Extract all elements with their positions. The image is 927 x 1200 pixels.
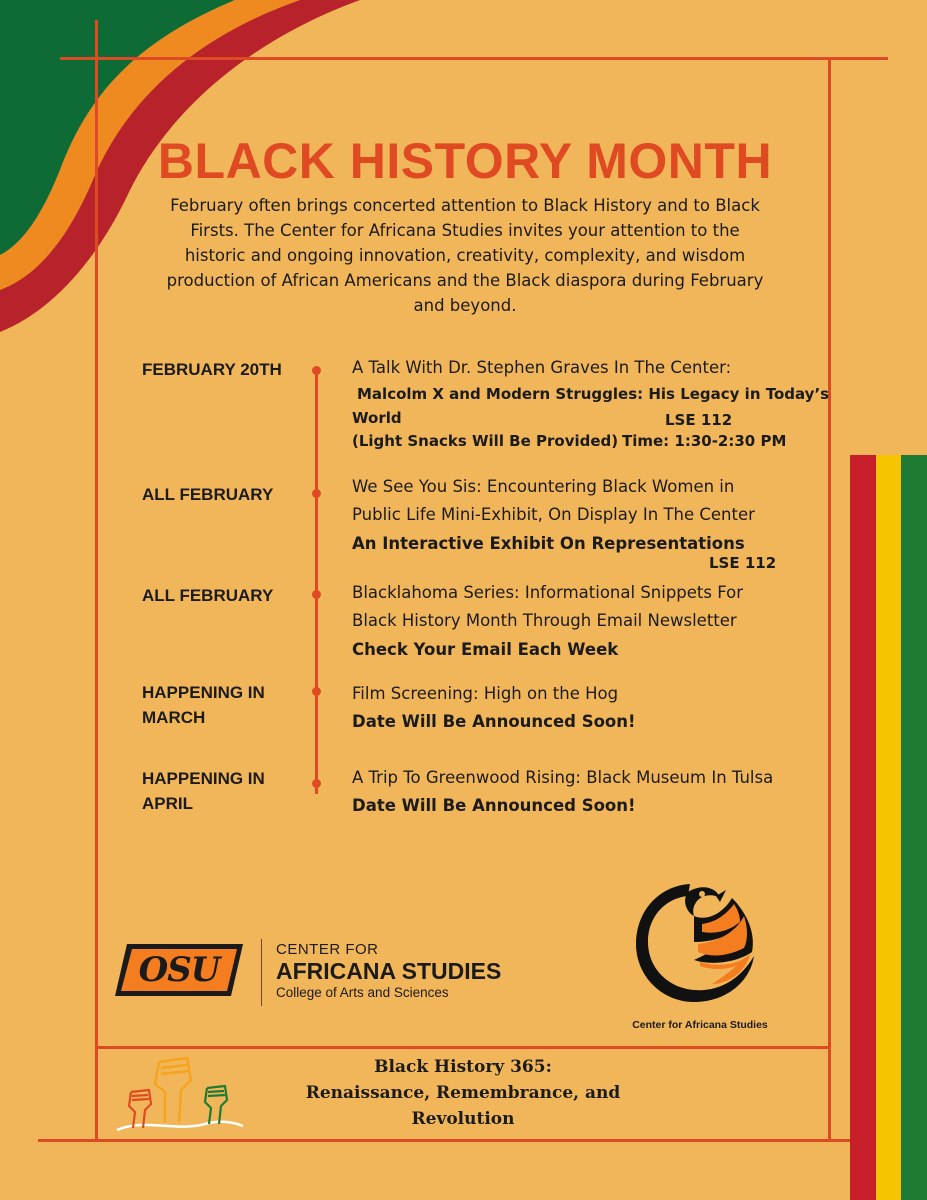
intro-paragraph: February often brings concerted attention to Black History and to Black Firsts. The Center for Africana Studies invites your attention to the historic and ongoing innovation, creativity, complexity, and wisdom production of African Americans and the Black diaspora during February and beyond. — [166, 196, 764, 315]
event-title: A Trip To Greenwood Rising: Black Museum In Tulsa — [352, 768, 774, 787]
timeline-dot — [312, 590, 321, 599]
event-date: HAPPENING IN — [142, 683, 265, 702]
event-date-cont: APRIL — [142, 794, 193, 813]
event-room: LSE 112 — [665, 411, 733, 429]
footer-tagline — [290, 1054, 636, 1132]
logo-divider — [261, 939, 262, 1006]
event-date-cont: MARCH — [142, 708, 206, 727]
raised-fists-icon — [115, 1048, 245, 1136]
event-detail: An Interactive Exhibit On Representations — [352, 534, 745, 553]
event-detail: Date Will Be Announced Soon! — [352, 796, 636, 815]
event-detail: Check Your Email Each Week — [352, 640, 619, 659]
event-title: We See You Sis: Encountering Black Women in — [352, 477, 735, 496]
timeline-dot — [312, 687, 321, 696]
sankofa-bird-icon — [628, 872, 768, 1012]
center-name-line3: College of Arts and Sciences — [276, 985, 449, 1000]
frame-top-line — [60, 57, 888, 60]
page-title: BLACK HISTORY MONTH — [157, 133, 773, 189]
frame-right-line — [828, 57, 831, 1142]
timeline-dot — [312, 366, 321, 375]
event-subtitle-cont: World — [352, 409, 402, 427]
footer-line2: Renaissance, Remembrance, and — [305, 1083, 621, 1103]
event-date: ALL FEBRUARY — [142, 586, 274, 605]
timeline-dot — [312, 779, 321, 788]
emblem-caption: Center for Africana Studies — [632, 1019, 768, 1031]
event-detail: Date Will Be Announced Soon! — [352, 712, 636, 731]
footer-line3: Revolution — [411, 1109, 515, 1129]
event-date: FEBRUARY 20TH — [142, 360, 282, 379]
footer-line1: Black History 365: — [374, 1057, 552, 1077]
event-title-cont: Black History Month Through Email Newsletter — [352, 611, 737, 630]
pan-african-stripes — [850, 455, 927, 1200]
event-title: A Talk With Dr. Stephen Graves In The Center: — [352, 358, 732, 377]
event-subtitle: Malcolm X and Modern Struggles: His Legacy in Today’s — [357, 385, 830, 403]
center-name-line1: CENTER FOR — [276, 941, 379, 958]
event-time: Time: 1:30-2:30 PM — [622, 432, 787, 450]
event-title-cont: Public Life Mini-Exhibit, On Display In The Center — [352, 505, 755, 524]
event-title: Blacklahoma Series: Informational Snippets For — [352, 583, 744, 602]
frame-bottom-line — [38, 1139, 888, 1142]
event-snacks-note: (Light Snacks Will Be Provided) — [352, 432, 619, 450]
event-date: HAPPENING IN — [142, 769, 265, 788]
event-date: ALL FEBRUARY — [142, 485, 274, 504]
center-name-line2: AFRICANA STUDIES — [276, 958, 502, 984]
timeline-dot — [312, 489, 321, 498]
event-title: Film Screening: High on the Hog — [352, 684, 619, 703]
osu-logo — [113, 940, 245, 1000]
timeline-line — [315, 367, 318, 794]
event-room: LSE 112 — [709, 554, 777, 572]
osu-logo-text: OSU — [138, 950, 220, 990]
